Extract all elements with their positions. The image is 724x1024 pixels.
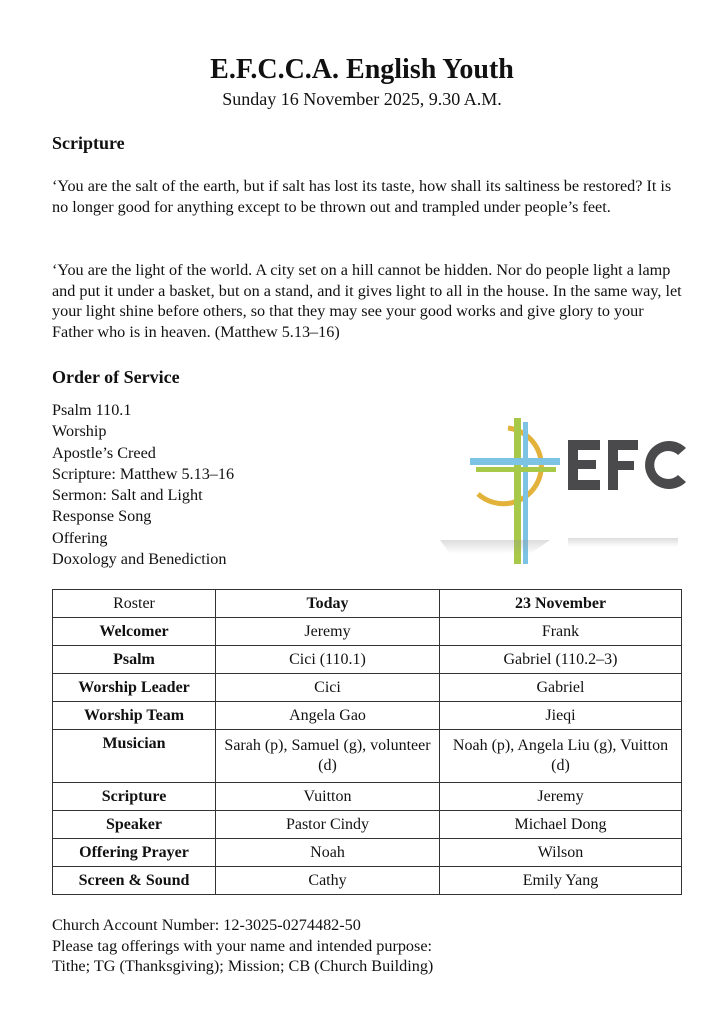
roster-role: Worship Leader [53, 674, 216, 702]
list-item: Sermon: Salt and Light [52, 486, 203, 505]
roster-next: Gabriel [440, 674, 682, 702]
roster-next: Wilson [440, 839, 682, 867]
roster-role: Offering Prayer [53, 839, 216, 867]
roster-today: Cathy [216, 867, 440, 895]
roster-role: Musician [53, 730, 216, 783]
table-header-row [53, 590, 682, 618]
roster-today: Sarah (p), Samuel (g), volunteer (d) [216, 730, 440, 783]
table-row [53, 783, 682, 811]
list-item: Offering [52, 528, 108, 547]
table-row [53, 839, 682, 867]
efc-wordmark [568, 440, 686, 490]
roster-role: Welcomer [53, 618, 216, 646]
roster-role: Scripture [53, 783, 216, 811]
footer-info [52, 915, 433, 977]
list-item: Response Song [52, 507, 152, 526]
table-row [53, 618, 682, 646]
page-subtitle: Sunday 16 November 2025, 9.30 A.M. [222, 89, 502, 109]
roster-today: Cici [216, 674, 440, 702]
table-row [53, 646, 682, 674]
roster-header-today: Today [216, 590, 440, 618]
roster-today: Jeremy [216, 618, 440, 646]
roster-today: Noah [216, 839, 440, 867]
roster-role: Speaker [53, 811, 216, 839]
page-title: E.F.C.C.A. English Youth [210, 54, 514, 85]
roster-today: Angela Gao [216, 702, 440, 730]
roster-header-label: Roster [53, 590, 216, 618]
roster-next: Jieqi [440, 702, 682, 730]
roster-role: Psalm [53, 646, 216, 674]
table-row [53, 702, 682, 730]
list-item: Worship [52, 422, 107, 441]
order-of-service-heading: Order of Service [52, 367, 180, 387]
roster-next: Jeremy [440, 783, 682, 811]
order-of-service-list [52, 400, 234, 570]
roster-role: Worship Team [53, 702, 216, 730]
roster-today: Pastor Cindy [216, 811, 440, 839]
roster-next: Emily Yang [440, 867, 682, 895]
roster-today: Cici (110.1) [216, 646, 440, 674]
roster-next: Michael Dong [440, 811, 682, 839]
table-row [53, 730, 682, 783]
logo-reflection [440, 538, 678, 554]
list-item: Apostle’s Creed [52, 443, 156, 462]
offering-instructions: Please tag offerings with your name and intended purpose: [52, 936, 433, 955]
roster-next: Noah (p), Angela Liu (g), Vuitton (d) [440, 730, 682, 783]
roster-role: Screen & Sound [53, 867, 216, 895]
roster-next: Frank [440, 618, 682, 646]
roster-next: Gabriel (110.2–3) [440, 646, 682, 674]
scripture-paragraph-2: ‘You are the light of the world. A city set on a hill cannot be hidden. Nor do people light a lamp and put it under a basket, but on a stand, and it gives light to all in the house. In the same way, let your light shine before others, so that they may see your good works and give glory to your Father who is in heaven. (Matthew 5.13–16) [52, 261, 682, 341]
scripture-paragraph-1: ‘You are the salt of the earth, but if salt has lost its taste, how shall its saltiness be restored? It is no longer good for anything except to be thrown out and trampled under people’s feet. [52, 177, 672, 216]
table-row [53, 811, 682, 839]
table-row [53, 867, 682, 895]
list-item: Psalm 110.1 [52, 401, 132, 419]
roster-header-next: 23 November [440, 590, 682, 618]
roster-today: Vuitton [216, 783, 440, 811]
offering-categories: Tithe; TG (Thanksgiving); Mission; CB (Church Building) [52, 957, 434, 975]
scripture-heading: Scripture [52, 133, 125, 153]
efc-logo [430, 408, 700, 568]
table-row [53, 674, 682, 702]
list-item: Doxology and Benediction [52, 550, 227, 569]
account-number: Church Account Number: 12-3025-0274482-50 [52, 916, 361, 934]
list-item: Scripture: Matthew 5.13–16 [52, 464, 235, 483]
roster-table [52, 589, 682, 895]
